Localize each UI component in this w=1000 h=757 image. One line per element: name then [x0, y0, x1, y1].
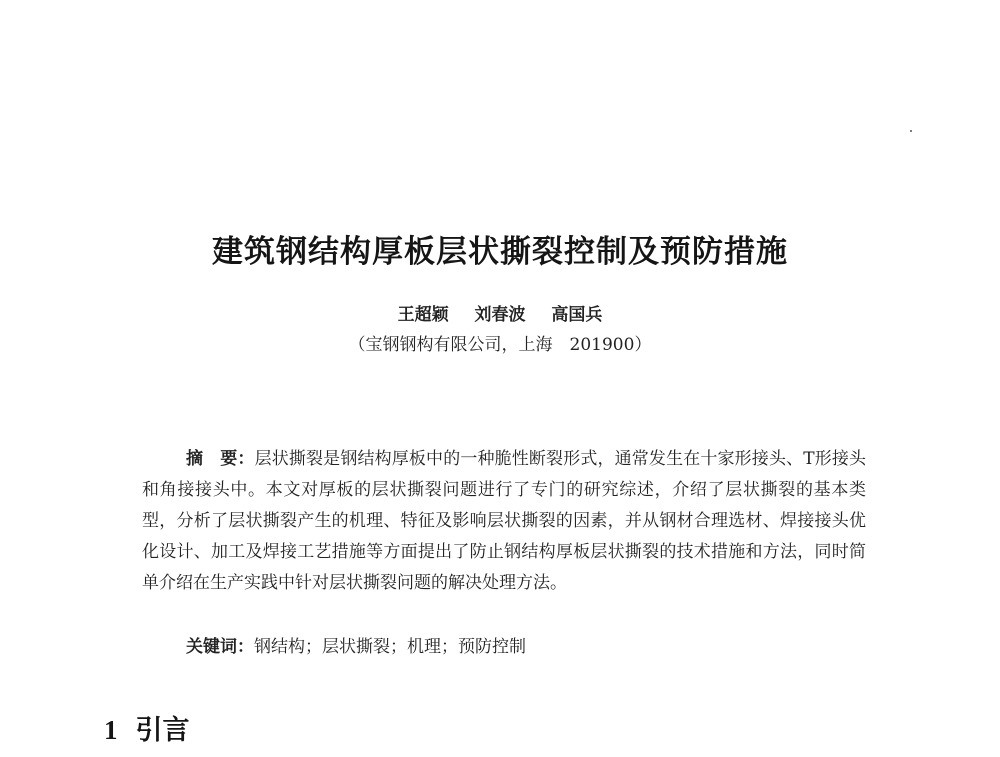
paper-title: 建筑钢结构厚板层状撕裂控制及预防措施 [212, 234, 788, 270]
author-list [0, 300, 1000, 325]
keywords-text: 钢结构；层状撕裂；机理；预防控制 [254, 637, 526, 657]
keywords [186, 632, 526, 657]
abstract-text: 层状撕裂是钢结构厚板中的一种脆性断裂形式，通常发生在十家形接头、T形接头和角接接头中。本文对厚板的层状撕裂问题进行了专门的研究综述，介绍了层状撕裂的基本类型，分析了层状撕裂产生的机理、特征及影响层状撕裂的因素，并从钢材合理选材、焊接接头优化设计、加工及焊接工艺措施等方面提出了防止钢结构厚板层状撕裂的技术措施和方法，同时简单介绍在生产实践中针对层状撕裂问题的解决处理方法。 [142, 449, 867, 593]
section-heading [104, 708, 190, 747]
author-name: 高国兵 [551, 305, 603, 325]
section-number: 1 [104, 715, 118, 745]
abstract [142, 444, 866, 599]
section-title: 引言 [135, 715, 190, 746]
author-name: 刘春波 [474, 305, 526, 325]
author-name: 王超颖 [397, 305, 449, 325]
keywords-label: 关键词： [186, 637, 254, 657]
affiliation: （宝钢钢构有限公司，上海 201900） [348, 335, 652, 355]
scan-speck [910, 130, 912, 132]
abstract-label: 摘 要： [186, 449, 255, 469]
